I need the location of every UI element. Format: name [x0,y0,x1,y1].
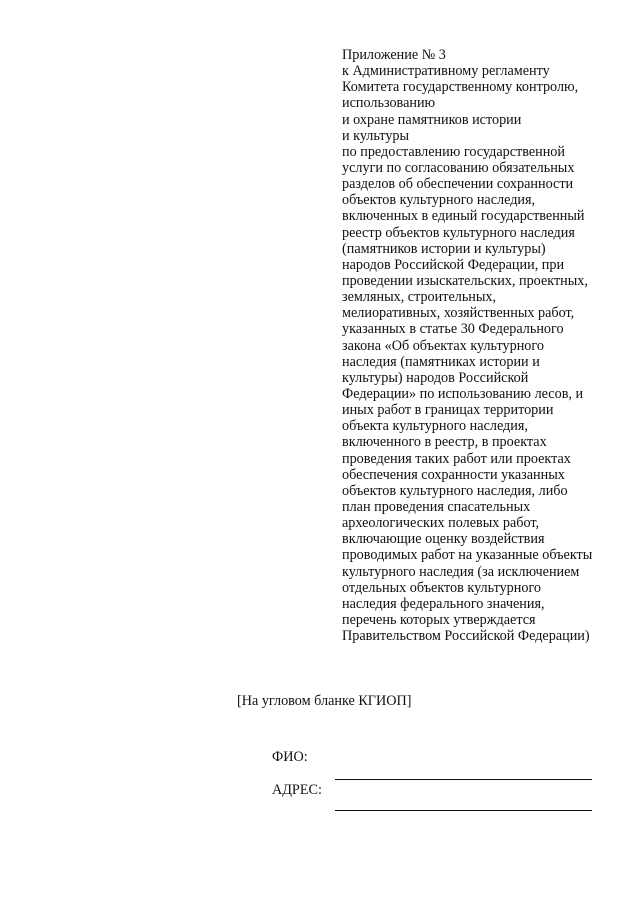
appendix-line: культуры) народов Российской [342,369,529,386]
appendix-line: проведения таких работ или проектах [342,450,571,467]
appendix-line: разделов об обеспечении сохранности [342,176,574,193]
appendix-line: земляных, строительных, [342,289,497,306]
appendix-line: иных работ в границах территории [342,402,554,419]
fio-field-line [335,779,592,780]
appendix-header [342,47,592,644]
appendix-line: Федерации» по использованию лесов, и [342,385,584,402]
appendix-line: мелиоративных, хозяйственных работ, [342,305,575,322]
appendix-line: отдельных объектов культурного [342,579,542,596]
appendix-line: народов Российской Федерации, при [342,256,565,273]
appendix-line: обеспечения сохранности указанных [342,466,565,483]
appendix-line: перечень которых утверждается [342,611,536,628]
appendix-line: по предоставлению государственной [342,143,565,160]
appendix-line: закона «Об объектах культурного [342,337,544,354]
appendix-line: наследия федерального значения, [342,595,545,612]
appendix-line: использованию [342,95,436,112]
appendix-line: указанных в статье 30 Федерального [342,321,564,338]
appendix-line: реестр объектов культурного наследия [342,224,575,241]
appendix-line: объектов культурного наследия, [342,192,536,209]
appendix-line: включенного в реестр, в проектах [342,434,547,451]
letterhead-note: [На угловом бланке КГИОП] [237,693,412,709]
appendix-line: проведении изыскательских, проектных, [342,272,588,289]
appendix-line: Комитета государственному контролю, [342,79,579,96]
fio-label: ФИО: [272,749,308,765]
appendix-line: культурного наследия (за исключением [342,563,580,580]
appendix-line: включенных в единый государственный [342,208,585,225]
appendix-line: Приложение № 3 [342,47,446,63]
appendix-line: и охране памятников истории [342,111,522,128]
appendix-line: наследия (памятниках истории и [342,353,540,370]
appendix-line: объектов культурного наследия, либо [342,482,568,499]
address-field-line [335,810,592,811]
appendix-line: услуги по согласованию обязательных [342,159,575,176]
appendix-line: археологических полевых работ, [342,515,540,532]
appendix-line: и культуры [342,127,410,144]
appendix-line: к Административному регламенту [342,63,550,80]
appendix-line: проводимых работ на указанные объекты [342,547,593,564]
appendix-line: объекта культурного наследия, [342,418,528,435]
appendix-line: Правительством Российской Федерации) [342,628,590,645]
appendix-line: план проведения спасательных [342,498,531,515]
appendix-line: включающие оценку воздействия [342,531,545,548]
appendix-line: (памятников истории и культуры) [342,240,546,257]
address-label: АДРЕС: [272,782,322,798]
